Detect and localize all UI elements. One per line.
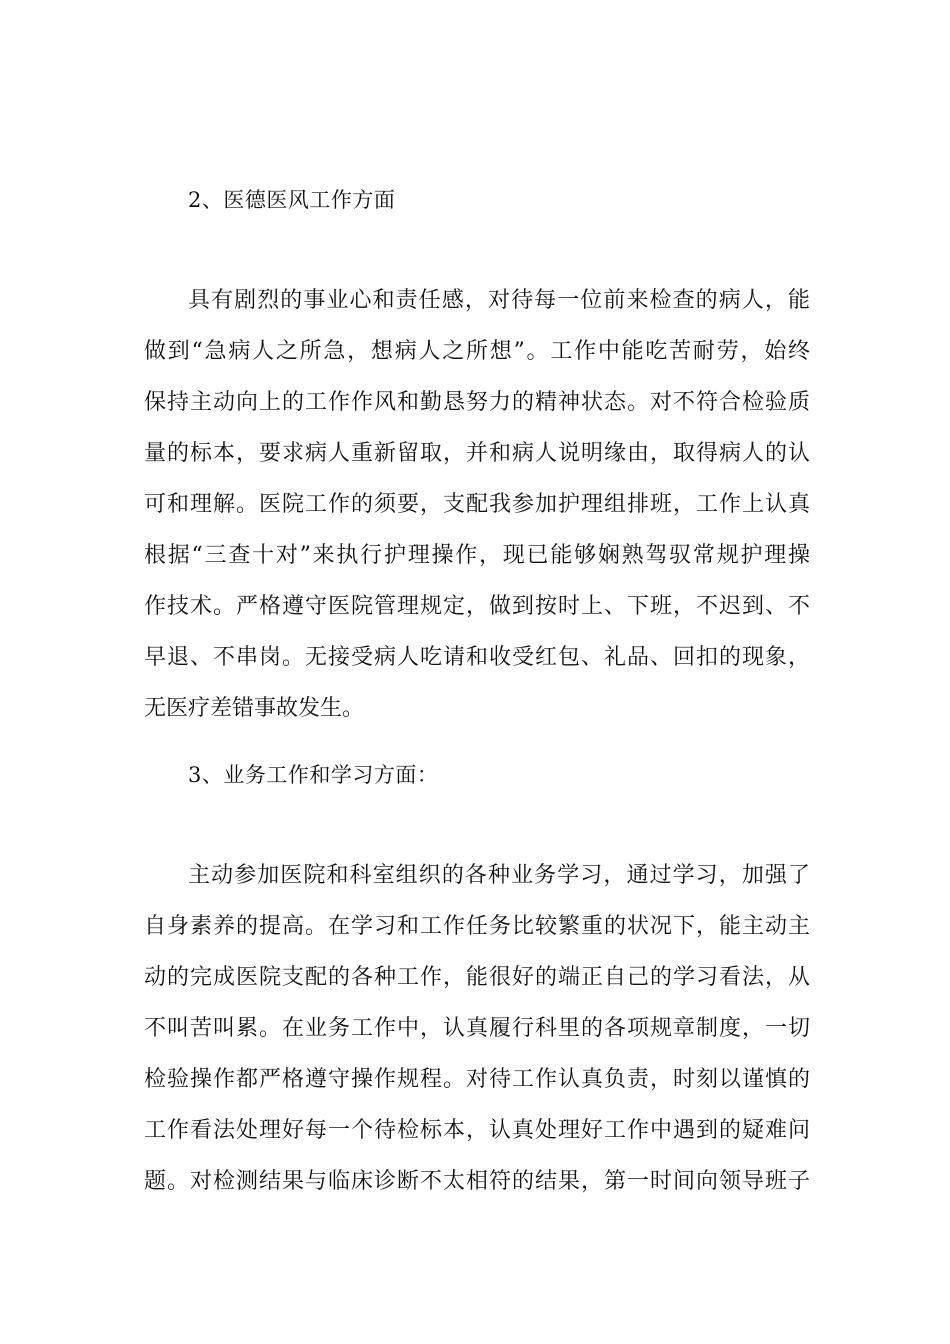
paragraph-line: 作技术。严格遵守医院管理规定，做到按时上、下班，不迟到、不 bbox=[144, 594, 810, 619]
paragraph-line: 具有剧烈的事业心和责任感，对待每一位前来检查的病人，能 bbox=[188, 288, 810, 313]
paragraph-line: 不叫苦叫累。在业务工作中，认真履行科里的各项规章制度，一切 bbox=[144, 1016, 810, 1041]
paragraph-line: 做到“急病人之所急，想病人之所想”。工作中能吃苦耐劳，始终 bbox=[144, 339, 810, 364]
paragraph-line: 根据“三查十对”来执行护理操作，现已能够娴熟驾驭常规护理操 bbox=[144, 543, 810, 568]
paragraph-line: 可和理解。医院工作的须要，支配我参加护理组排班，工作上认真 bbox=[144, 492, 810, 517]
paragraph-line: 自身素养的提高。在学习和工作任务比较繁重的状况下，能主动主 bbox=[144, 914, 810, 939]
paragraph-line: 无医疗差错事故发生。 bbox=[144, 696, 365, 721]
paragraph-line: 动的完成医院支配的各种工作，能很好的端正自己的学习看法，从 bbox=[144, 965, 810, 990]
paragraph-line: 保持主动向上的工作作风和勤恳努力的精神状态。对不符合检验质 bbox=[144, 390, 810, 415]
paragraph-line: 主动参加医院和科室组织的各种业务学习，通过学习，加强了 bbox=[188, 863, 810, 888]
paragraph-work-and-study bbox=[144, 850, 810, 1207]
paragraph-medical-ethics bbox=[144, 275, 810, 734]
section-heading-medical-ethics: 2、医德医风工作方面 bbox=[188, 188, 396, 212]
paragraph-line: 检验操作都严格遵守操作规程。对待工作认真负责，时刻以谨慎的 bbox=[144, 1067, 810, 1092]
paragraph-line: 量的标本，要求病人重新留取，并和病人说明缘由，取得病人的认 bbox=[144, 441, 810, 466]
paragraph-line: 工作看法处理好每一个待检标本，认真处理好工作中遇到的疑难问 bbox=[144, 1118, 810, 1143]
section-heading-work-and-study: 3、业务工作和学习方面： bbox=[188, 763, 439, 787]
paragraph-line: 题。对检测结果与临床诊断不太相符的结果，第一时间向领导班子 bbox=[144, 1169, 810, 1194]
paragraph-line: 早退、不串岗。无接受病人吃请和收受红包、礼品、回扣的现象， bbox=[144, 645, 810, 670]
